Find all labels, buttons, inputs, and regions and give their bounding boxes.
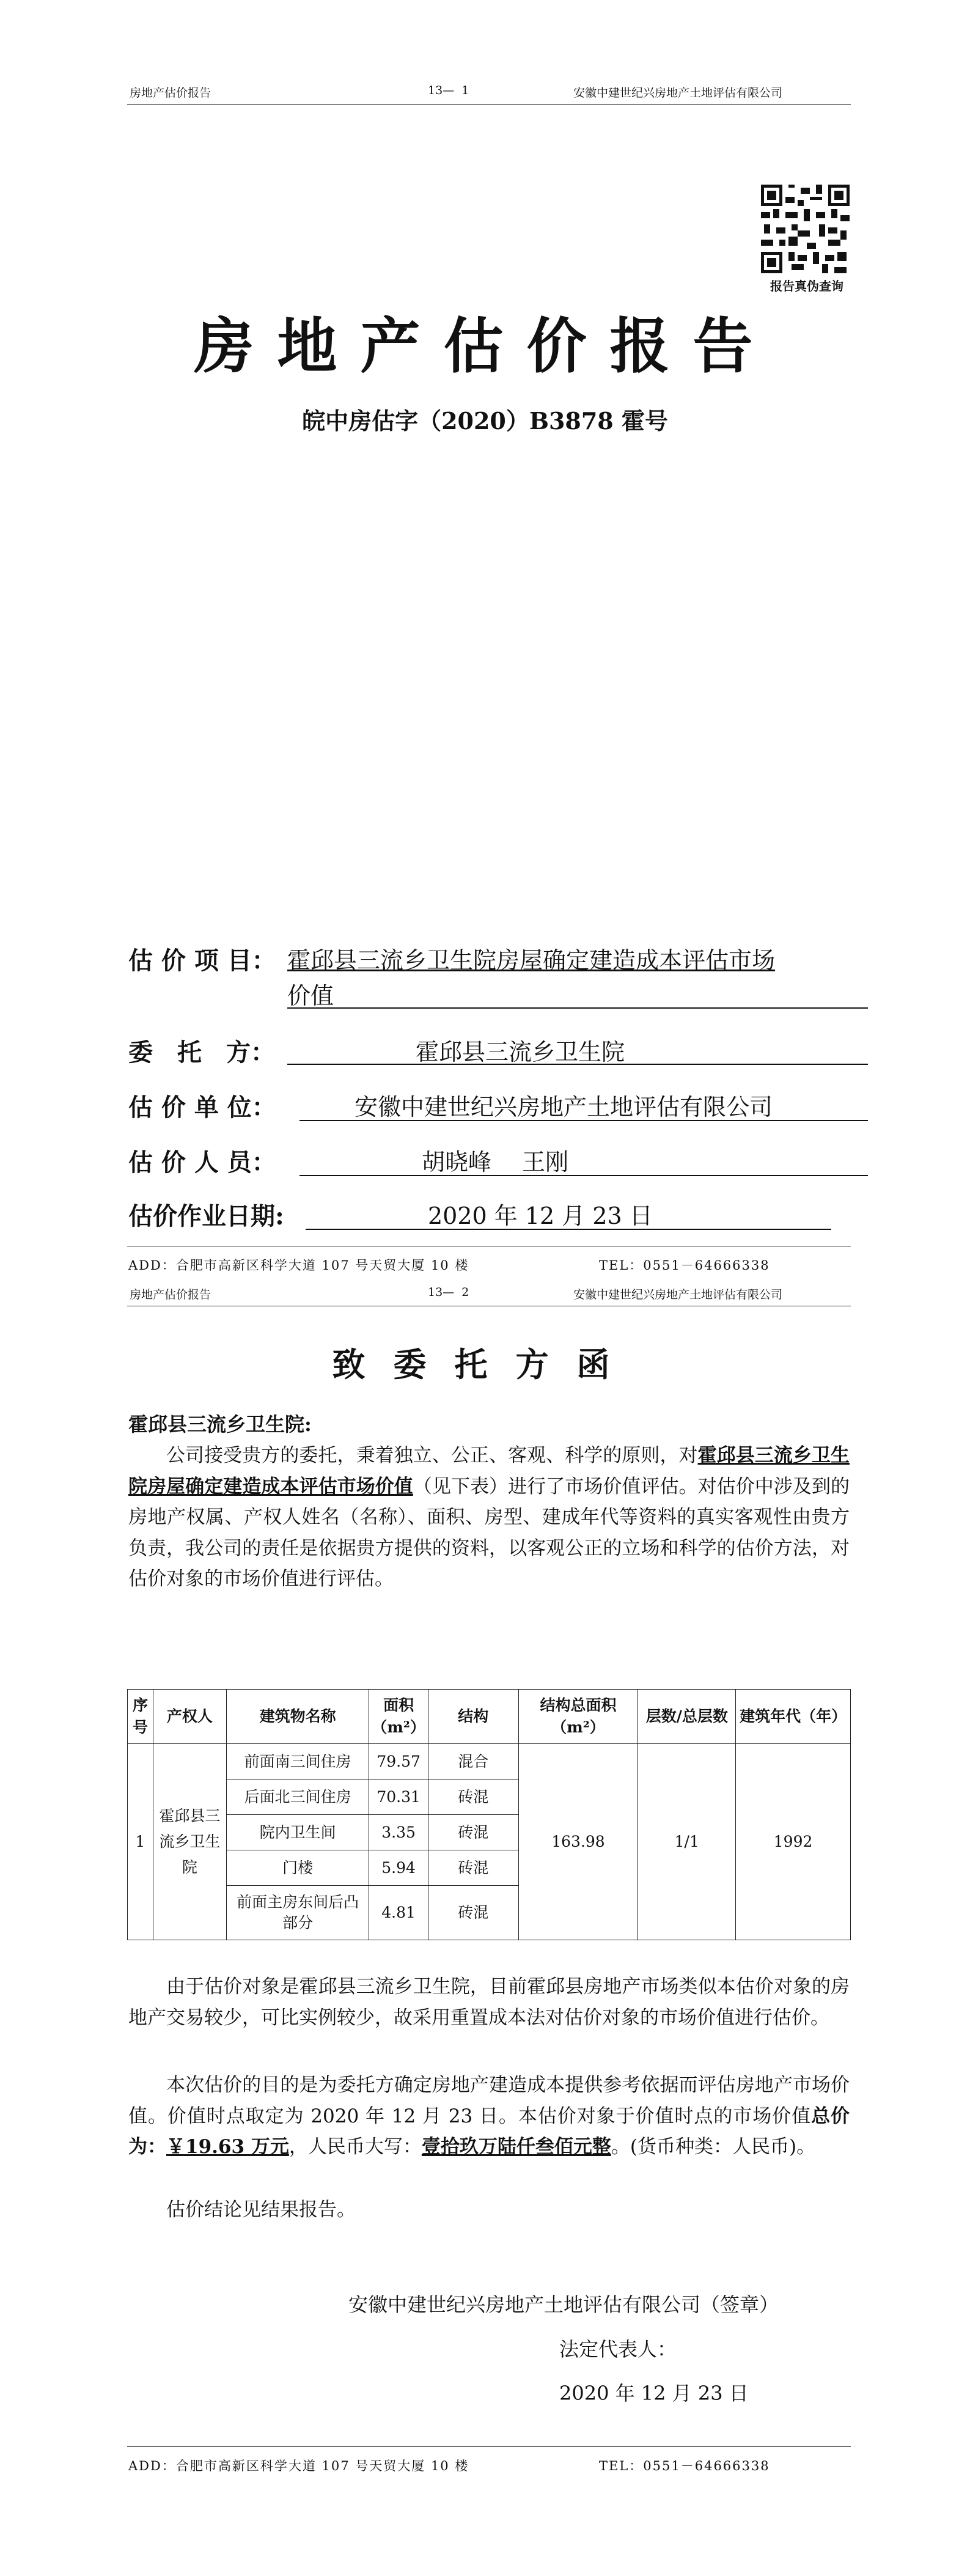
date-value: 2020 年 12 月 23 日: [428, 1202, 653, 1229]
col-header-building: 建筑物名称: [226, 1690, 369, 1744]
date-underline: [306, 1229, 831, 1230]
col-header-floors: 层数/总层数: [638, 1690, 736, 1744]
appraisers-label: 估 价 人 员：: [128, 1148, 276, 1177]
page1-header-right: 安徽中建世纪兴房地产土地评估有限公司: [573, 86, 783, 100]
col-header-area: 面积（m²）: [369, 1690, 428, 1744]
appraisers-underline: [299, 1175, 868, 1176]
cell-building-name: 门楼: [226, 1850, 369, 1886]
paragraph-conclusion: [128, 2070, 850, 2163]
cell-area: 3.35: [369, 1815, 428, 1850]
paragraph-intro: [128, 1440, 850, 1595]
cell-year: 1992: [736, 1744, 851, 1940]
col-header-year: 建筑年代（年）: [736, 1690, 851, 1744]
paragraph-method: 由于估价对象是霍邱县三流乡卫生院，目前霍邱县房地产市场类似本估价对象的房地产交易较少，可比实例较少，故采用重置成本法对估价对象的市场价值进行估价。: [128, 1976, 850, 2029]
conclusion-text-d: ，人民币大写：: [288, 2136, 422, 2158]
intro-project-name: 霍邱县三流乡卫生院房屋确定建造成本评估市场价值: [128, 1444, 850, 1498]
document-number: 皖中房估字（2020）B3878 霍号: [302, 407, 668, 435]
date-label: 估价作业日期:: [128, 1202, 284, 1231]
page2-footer-address: ADD：合肥市高新区科学大道 107 号天贸大厦 10 楼: [128, 2459, 469, 2473]
conclusion-total-value: ￥19.63 万元: [166, 2136, 289, 2158]
project-underline: [287, 1007, 868, 1009]
cell-structure: 混合: [428, 1744, 518, 1779]
cell-area: 5.94: [369, 1850, 428, 1886]
conclusion-text-a: 本次估价的目的是为委托方确定房地产建造成本提供参考依据而评估房地产市场价值。价值时点取定为 2020 年 12 月 23 日。本估价对象于价值时点的市场价值: [128, 2074, 850, 2127]
col-header-structure: 结构: [428, 1690, 518, 1744]
cell-building-name: 院内卫生间: [226, 1815, 369, 1850]
appraiser-org-label: 估 价 单 位：: [128, 1093, 276, 1122]
qr-caption: 报告真伪查询: [770, 279, 843, 293]
appraiser-org-value: 安徽中建世纪兴房地产土地评估有限公司: [355, 1094, 773, 1121]
page2-header-left: 房地产估价报告: [130, 1288, 211, 1301]
signature-representative: 法定代表人：: [559, 2338, 677, 2361]
conclusion-amount-words: 壹拾玖万陆仟叁佰元整: [421, 2136, 611, 2158]
project-value-line2: 价值: [287, 982, 334, 1009]
qr-code-icon[interactable]: [761, 185, 850, 273]
signature-company: 安徽中建世纪兴房地产土地评估有限公司（签章）: [348, 2293, 779, 2316]
conclusion-text-f: 。(货币种类：人民币)。: [611, 2136, 816, 2158]
client-label: 委 托 方：: [128, 1038, 275, 1067]
page1-header-rule: [127, 104, 851, 105]
client-underline: [287, 1064, 868, 1065]
cell-seq: 1: [128, 1744, 153, 1940]
cell-structure: 砖混: [428, 1886, 518, 1940]
page1-footer-tel: TEL：0551－64666338: [599, 1258, 770, 1273]
report-title: 房地产估价报告: [194, 311, 776, 381]
cell-building-name: 前面南三间住房: [226, 1744, 369, 1779]
cell-owner: 霍邱县三流乡卫生院: [153, 1744, 226, 1940]
paragraph-see-results: 估价结论见结果报告。: [166, 2199, 356, 2221]
cell-area: 70.31: [369, 1779, 428, 1815]
project-value-line1: 霍邱县三流乡卫生院房屋确定建造成本评估市场: [287, 947, 776, 974]
letter-title: 致委托方函: [332, 1345, 638, 1384]
appraisers-value: 胡晓峰 王刚: [422, 1149, 569, 1176]
page1-header-page-number: 13— 1: [428, 84, 469, 97]
cell-floors: 1/1: [638, 1744, 736, 1940]
cell-structure: 砖混: [428, 1850, 518, 1886]
property-table: [127, 1689, 851, 1940]
conclusion-total-label: 总价为：: [128, 2105, 850, 2158]
page2-header-right: 安徽中建世纪兴房地产土地评估有限公司: [573, 1288, 783, 1301]
cell-area: 79.57: [369, 1744, 428, 1779]
intro-text-c: （见下表）进行了市场价值评估。对估价中涉及到的房地产权属、产权人姓名（名称）、面积、房型、建成年代等资料的真实客观性由贵方负责，我公司的责任是依据贵方提供的资料，以客观公正的立场和科学的估价方法，对估价对象的市场价值进行评估。: [128, 1475, 850, 1590]
client-value: 霍邱县三流乡卫生院: [416, 1039, 625, 1065]
page1-header-left: 房地产估价报告: [130, 86, 211, 100]
page2-footer-tel: TEL：0551－64666338: [599, 2459, 770, 2473]
col-header-total-area: 结构总面积（m²）: [518, 1690, 638, 1744]
col-header-seq: 序号: [128, 1690, 153, 1744]
cell-building-name: 前面主房东间后凸部分: [226, 1886, 369, 1940]
page2-header-page-number: 13— 2: [428, 1286, 469, 1299]
cell-building-name: 后面北三间住房: [226, 1779, 369, 1815]
cell-total-area: 163.98: [518, 1744, 638, 1940]
table-row: [128, 1744, 851, 1779]
appraiser-org-underline: [299, 1120, 868, 1121]
page2-footer-rule: [127, 2446, 851, 2447]
cell-structure: 砖混: [428, 1815, 518, 1850]
page1-footer-address: ADD：合肥市高新区科学大道 107 号天贸大厦 10 楼: [128, 1258, 469, 1273]
signature-date: 2020 年 12 月 23 日: [559, 2382, 749, 2405]
col-header-owner: 产权人: [153, 1690, 226, 1744]
cell-area: 4.81: [369, 1886, 428, 1940]
table-header-row: [128, 1690, 851, 1744]
cell-structure: 砖混: [428, 1779, 518, 1815]
intro-text-a: 公司接受贵方的委托，秉着独立、公正、客观、科学的原则，对: [166, 1444, 698, 1466]
salutation: 霍邱县三流乡卫生院:: [128, 1413, 312, 1436]
project-label: 估 价 项 目：: [128, 946, 276, 975]
